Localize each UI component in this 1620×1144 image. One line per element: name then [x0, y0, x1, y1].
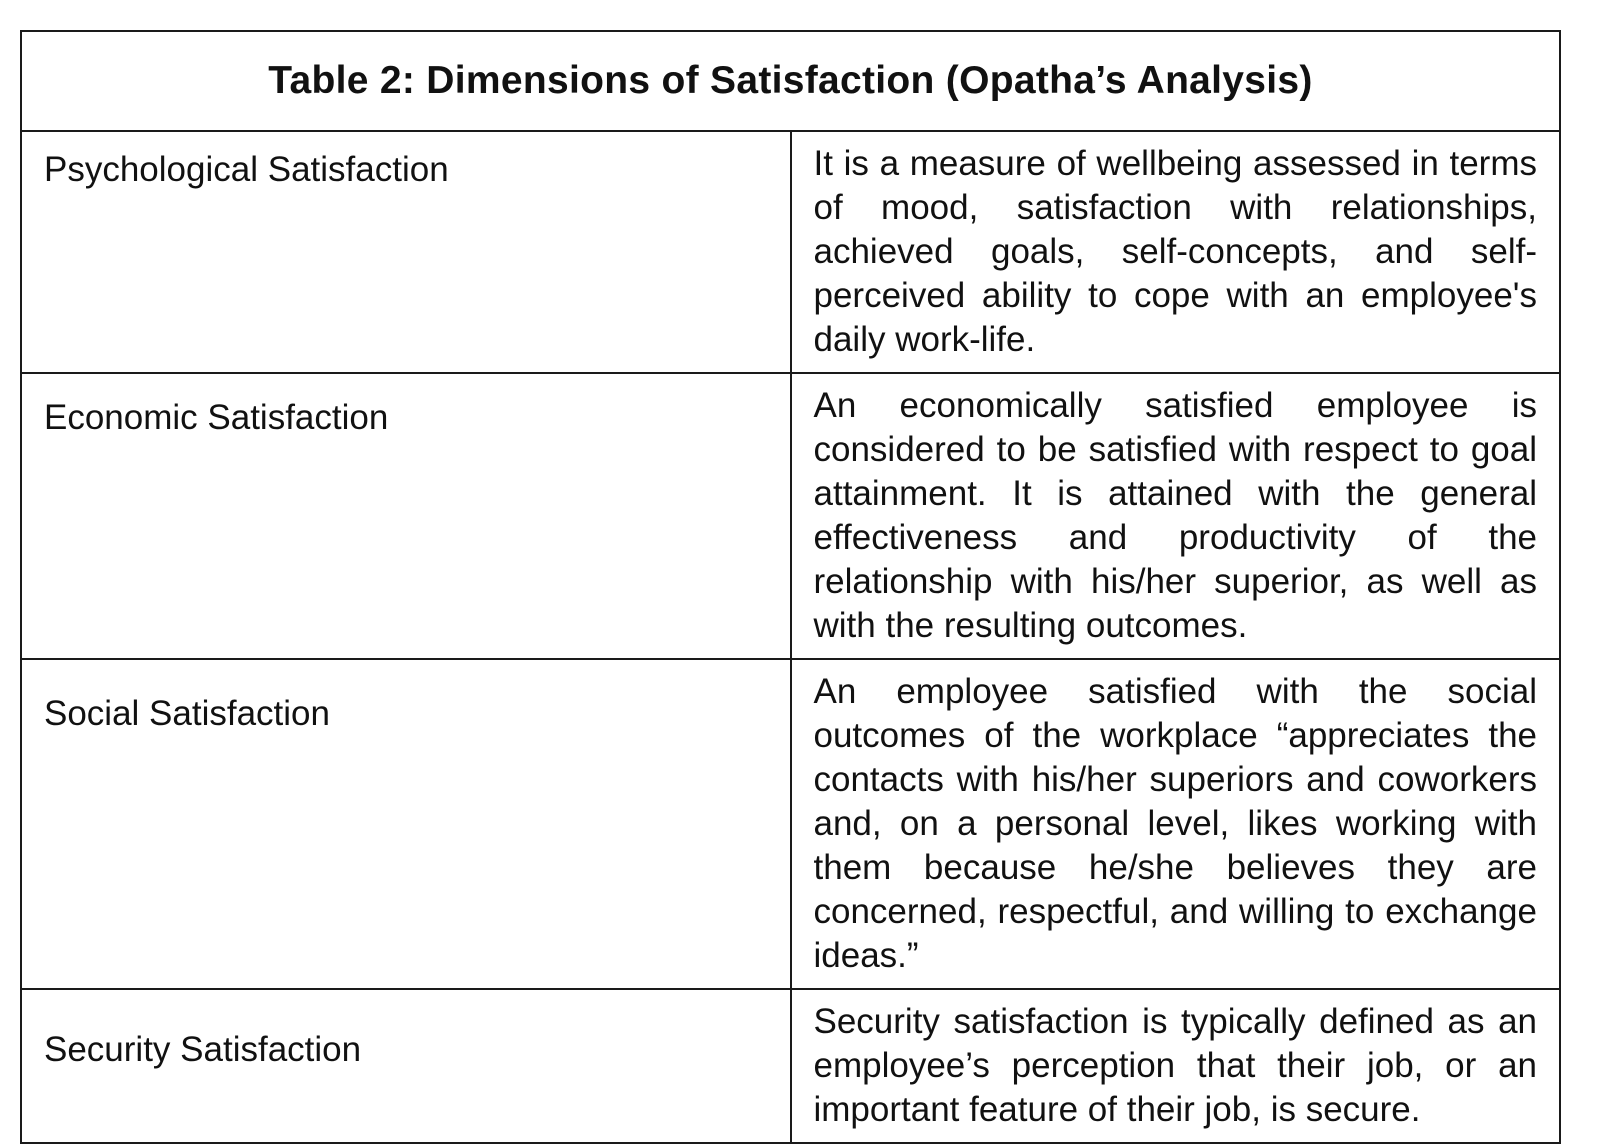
table-row	[21, 659, 1560, 989]
definition-security-satisfaction: Security satisfaction is typically defined as an employee’s perception that their job, or an important feature of their job, is secure.	[791, 989, 1561, 1143]
table-title: Table 2: Dimensions of Satisfaction (Opatha’s Analysis)	[21, 31, 1560, 131]
term-economic-satisfaction: Economic Satisfaction	[21, 373, 791, 659]
table-title-row	[21, 31, 1560, 131]
term-security-satisfaction: Security Satisfaction	[21, 989, 791, 1143]
term-social-satisfaction: Social Satisfaction	[21, 659, 791, 989]
definition-psychological-satisfaction: It is a measure of wellbeing assessed in terms of mood, satisfaction with relationships, achieved goals, self-concepts, and self-perceived ability to cope with an employee's daily work-life.	[791, 131, 1561, 373]
definition-economic-satisfaction: An economically satisfied employee is considered to be satisfied with respect to goal attainment. It is attained with the general effectiveness and productivity of the relationship with his/her superior, as well as with the resulting outcomes.	[791, 373, 1561, 659]
table-row	[21, 989, 1560, 1143]
table-row	[21, 373, 1560, 659]
table-row	[21, 131, 1560, 373]
satisfaction-table	[20, 30, 1561, 1144]
term-psychological-satisfaction: Psychological Satisfaction	[21, 131, 791, 373]
definition-social-satisfaction: An employee satisfied with the social outcomes of the workplace “appreciates the contacts with his/her superiors and coworkers and, on a personal level, likes working with them because he/she believes they are concerned, respectful, and willing to exchange ideas.”	[791, 659, 1561, 989]
